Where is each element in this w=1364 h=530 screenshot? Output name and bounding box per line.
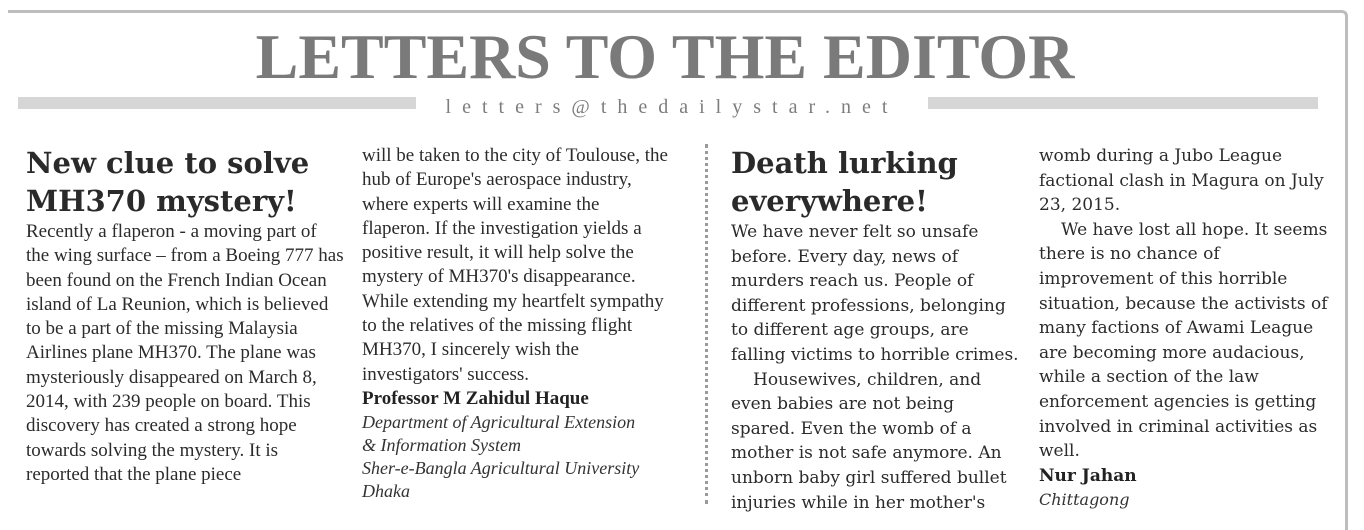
editor-email[interactable]: letters@thedailystar.net [445, 96, 899, 118]
letter-1-author: Professor M Zahidul Haque [362, 387, 589, 409]
letter-2-paragraph-1: We have never felt so unsafe before. Every day, news of murders reach us. People of different professions, belonging to different age groups, are falling victims to horrible crimes. [731, 222, 1019, 365]
letter-2-column-2 [1039, 144, 1331, 511]
letter-2-column-1 [731, 144, 1021, 515]
letter-2-author: Nur Jahan [1039, 465, 1137, 486]
letter-1-affiliation-line-1: Department of Agricultural Extension [362, 411, 636, 432]
letter-1-column-2 [362, 144, 670, 503]
letter-1-headline [26, 144, 344, 220]
title-rule-left [18, 97, 416, 109]
letter-2-paragraph-2-continued: womb during a Jubo League factional clash in Magura on July 23, 2015. [1039, 146, 1324, 216]
letter-2-paragraph-3: We have lost all hope. It seems there is no chance of improvement of this horrible situation, because the activists of many factions of Awami League are becoming more audacious, while a section of the law enforcement agencies is getting involved in criminal activities as well. [1039, 219, 1328, 462]
column-divider [705, 144, 708, 504]
letter-1-column-1 [26, 144, 344, 487]
letter-1-body-part-1: Recently a flaperon - a moving part of the wing surface – from a Boeing 777 has been found on the French Indian Ocean island of La Reunion, which is believed to be a part of the missing Malaysia Airlines plane MH370. The plane was mysteriously disappeared on March 8, 2014, with 239 people on board. This discovery has created a strong hope towards solving the mystery. It is reported that the plane piece [26, 221, 344, 485]
letter-2-paragraph-2: Housewives, children, and even babies are not being spared. Even the womb of a mother is not safe anymore. An unborn baby girl suffered bullet injuries while in her mother's [731, 369, 1007, 513]
title-rule-right [928, 97, 1318, 109]
letter-1-headline-line-2: MH370 mystery! [26, 184, 297, 218]
letter-1-affiliation-line-3: Sher-e-Bangla Agricultural University [362, 457, 640, 478]
letter-2-headline-line-2: everywhere! [731, 184, 928, 218]
letter-1-headline-line-1: New clue to solve [26, 146, 310, 180]
letter-2-headline-line-1: Death lurking [731, 146, 958, 180]
letter-2-headline [731, 144, 1021, 220]
letter-1-affiliation-line-4: Dhaka [362, 480, 410, 501]
letter-2-location: Chittagong [1039, 489, 1130, 509]
letter-1-affiliation-line-2: & Information System [362, 434, 521, 455]
letter-1-body-part-2: will be taken to the city of Toulouse, the hub of Europe's aerospace industry, where experts will examine the flaperon. If the investigation yields a positive result, it will help solve the mystery of MH370's disappearance. While extending my heartfelt sympathy to the relatives of the missing flight MH370, I sincerely wish the investigators' success. [362, 145, 668, 385]
page-title: LETTERS TO THE EDITOR [255, 21, 1075, 92]
